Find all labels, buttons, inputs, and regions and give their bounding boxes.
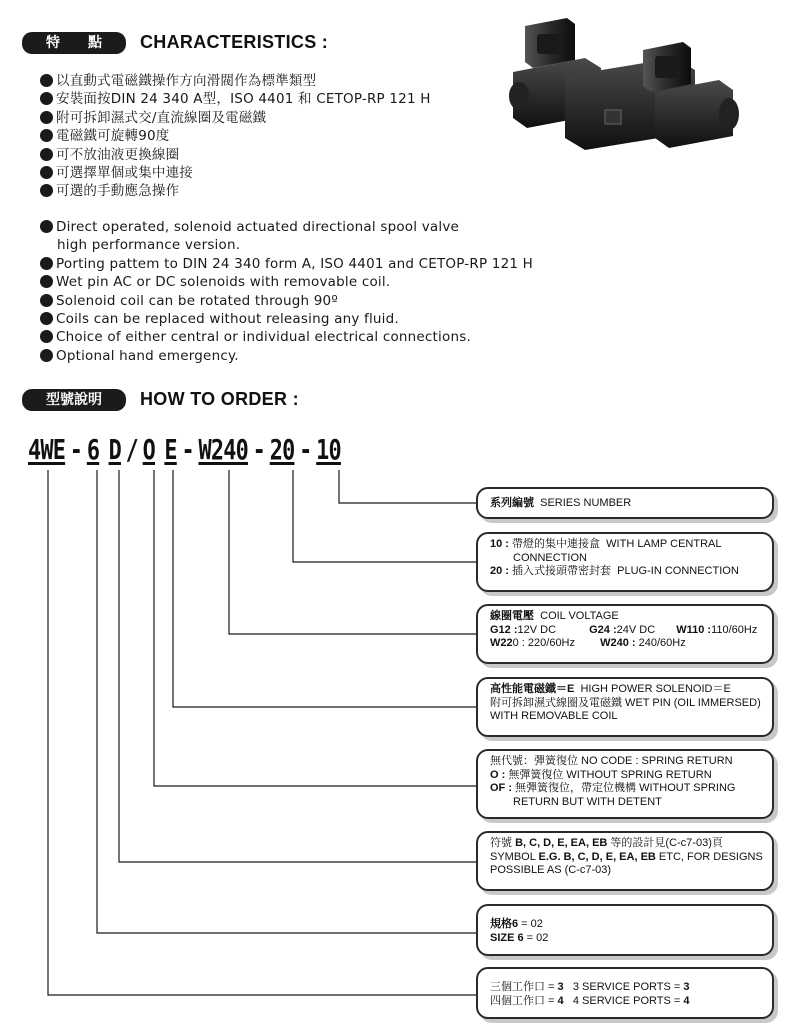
characteristics-title: CHARACTERISTICS : [140,32,329,52]
list-item: Optional hand emergency. [40,347,533,365]
solenoid-line3: WITH REMOVABLE COIL [490,710,618,722]
list-item-continuation: high performance version. [57,237,241,254]
line-spring [154,470,476,786]
list-item: 以直動式電磁鐵操作方向滑閥作為標準類型 [40,72,431,90]
list-item: Coils can be replaced without releasing any fluid. [40,310,533,328]
model-separator: / [125,433,138,466]
list-item: 安裝面按DIN 24 340 A型，ISO 4401 和 CETOP-RP 121 H [40,90,431,108]
list-item: Choice of either central or individual electrical connections. [40,328,533,346]
solenoid-line2: 附可拆卸濕式線圈及電磁鐵 WET PIN (OIL IMMERSED) [490,696,761,709]
model-separator: - [181,433,194,466]
model-separator: - [299,433,312,466]
model-separator: - [69,433,83,466]
spring-line1: 無代號：彈簧復位 NO CODE : SPRING RETURN [490,755,733,767]
list-item: 可不放油液更換線圈 [40,146,431,164]
size-box [476,904,774,956]
list-item: 可選的手動應急操作 [40,182,431,200]
line-ports [48,470,476,995]
series-en: SERIES NUMBER [540,497,632,509]
spring-line3b: RETURN BUT WITH DETENT [513,795,662,808]
list-item: 電磁鐵可旋轉90度 [40,127,431,145]
list-item: Solenoid coil can be rotated through 90º [40,292,533,310]
model-part-connection: 20 [269,433,295,466]
service-ports-box [476,967,774,1019]
size-line2: SIZE 6 = 02 [490,931,549,944]
how-to-order-title: HOW TO ORDER : [140,389,299,409]
model-part-symbol: D [108,433,121,466]
model-part-voltage: W240 [198,433,248,466]
line-connection [293,470,476,562]
symbol-line2: SYMBOL E.G. B, C, D, E, EA, EB ETC, FOR DESIGNS [490,850,763,863]
how-to-order-badge: 型號說明 [22,389,126,411]
model-separator: - [252,433,266,466]
voltage-heading: 線圈電壓 COIL VOLTAGE [490,610,619,622]
voltage-row2: W220 : 220/60Hz W240 : 240/60Hz [490,637,686,649]
solenoid-heading: 高性能電磁鐵＝E HIGH POWER SOLENOID＝E [490,683,731,695]
series-zh: 系列編號 [490,497,534,509]
size-line1: 規格6 = 02 [490,918,543,930]
model-part-solenoid: E [164,433,177,466]
list-item: Porting pattem to DIN 24 340 form A, ISO 4401 and CETOP-RP 121 H [40,255,533,273]
line-solenoid [173,470,476,707]
solenoid-box [476,677,774,737]
connection-line1: 10 : 帶燈的集中連接盒 WITH LAMP CENTRAL [490,538,722,550]
spring-line2: O : 無彈簧復位 WITHOUT SPRING RETURN [490,768,712,781]
connection-line2: 20 : 插入式接頭帶密封套 PLUG-IN CONNECTION [490,565,739,577]
series-number-box [476,487,774,519]
ports-line1: 三個工作口 = 3 3 SERVICE PORTS = 3 [490,981,690,993]
symbol-line3: POSSIBLE AS (C-c7-03) [490,864,612,876]
model-part-series: 10 [316,433,341,466]
model-part-size: 6 [86,433,100,466]
list-item: Direct operated, solenoid actuated directional spool valve [40,218,533,236]
list-item: 附可拆卸濕式交/直流線圈及電磁鐵 [40,109,431,127]
characteristics-badge: 特 點 [22,32,126,54]
connection-box [476,532,774,592]
spring-line3: OF : 無彈簧復位，帶定位機構 WITHOUT SPRING [490,782,736,794]
list-item: 可選擇單個或集中連接 [40,164,431,182]
model-part-spring: O [142,433,156,466]
ports-line2: 四個工作口 = 4 4 SERVICE PORTS = 4 [490,994,690,1007]
coil-voltage-box [476,604,774,664]
symbol-box [476,831,774,891]
voltage-row1: G12 :12V DC G24 :24V DC W110 :110/60Hz [490,623,758,636]
model-code [28,432,341,468]
line-voltage [229,470,476,634]
list-item: Wet pin AC or DC solenoids with removable coil. [40,273,533,291]
connection-line1b: CONNECTION [513,551,587,564]
model-part-type: 4WE [28,433,66,466]
symbol-line1: 符號 B, C, D, E, EA, EB 等的設計見(C-c7-03)頁 [490,837,723,849]
spring-return-box [476,749,774,819]
line-series [339,470,476,503]
